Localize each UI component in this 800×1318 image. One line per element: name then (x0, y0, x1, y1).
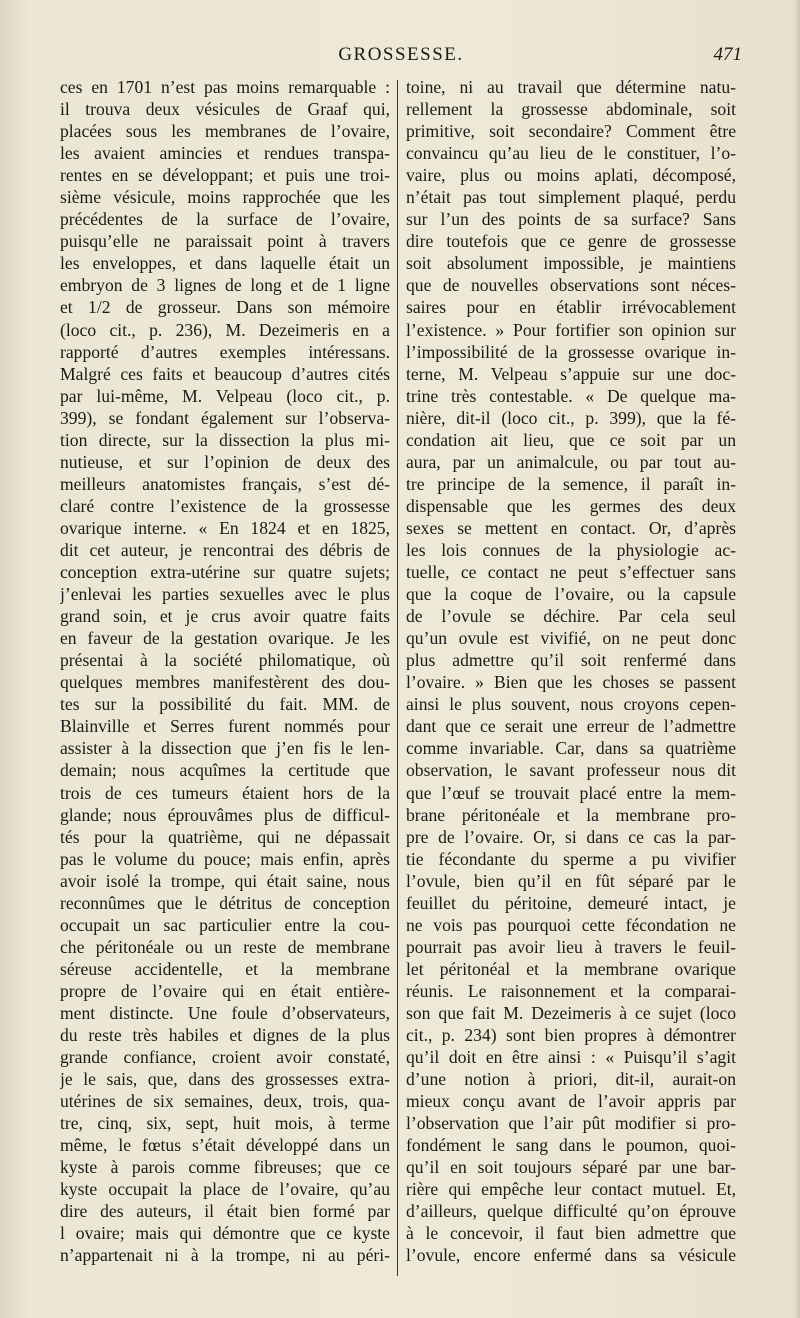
text-line: dit cet auteur, je rencontrai des débris de (60, 539, 390, 560)
text-line: occupait un sac particulier entre la cou- (60, 914, 390, 935)
running-title: GROSSESSE. (338, 44, 464, 65)
text-line: ovarique interne. « En 1824 et en 1825, (60, 517, 390, 538)
text-line: dispensable que les germes des deux (406, 495, 736, 516)
text-line: et 1/2 de grosseur. Dans son mémoire (60, 297, 390, 318)
text-line: aura, par un animalcule, ou par tout au- (406, 451, 736, 472)
text-line: embryon de 3 lignes de long et de 1 ligne (60, 275, 390, 296)
text-line: réunis. Le raisonnement et la comparai- (406, 980, 736, 1001)
text-line: let péritonéal et la membrane ovarique (406, 958, 736, 979)
text-line: dire toutefois que ce genre de grossesse (406, 231, 736, 252)
text-line: ment distincte. Une foule d’observateurs, (60, 1002, 390, 1023)
text-line: assister à la dissection que j’en fis le len- (60, 738, 390, 759)
text-line: sexes se mettent en contact. Or, d’après (406, 517, 736, 538)
text-line: son que fait M. Dezeimeris à ce sujet (loco (406, 1002, 736, 1023)
text-line: reconnûmes que le détritus de conception (60, 892, 390, 913)
text-line: kyste à parois comme fibreuses; que ce (60, 1157, 390, 1178)
text-line: en faveur de la gestation ovarique. Je les (60, 628, 390, 649)
text-line: quelques membres manifestèrent des dou- (60, 672, 390, 693)
text-line: pas le volume du pouce; mais enfin, après (60, 848, 390, 869)
text-line: l’ovaire. » Bien que les choses se passent (406, 672, 736, 693)
text-line: utérines de six semaines, deux, trois, qua- (60, 1091, 390, 1112)
text-line: qu’il doit en être ainsi : « Puisqu’il s’agit (406, 1047, 736, 1068)
text-line: rapporté d’autres exemples intéressans. (60, 341, 390, 362)
text-line: qu’un ovule est vivifié, on ne peut donc (406, 628, 736, 649)
text-line: tes sur la possibilité du fait. MM. de (60, 694, 390, 715)
left-column (60, 76, 390, 1267)
page-edge-shadow (794, 0, 800, 1318)
text-line: précédentes de la surface de l’ovaire, (60, 209, 390, 230)
text-line: claré contre l’existence de la grossesse (60, 495, 390, 516)
text-line: puisqu’elle ne paraissait point à travers (60, 231, 390, 252)
text-line: che péritonéale ou un reste de membrane (60, 936, 390, 957)
text-line: grand soin, et je crus avoir quatre faits (60, 606, 390, 627)
text-line: conception extra-utérine sur quatre sujets; (60, 562, 390, 583)
text-line: qu’il en soit toujours séparé par une bar- (406, 1157, 736, 1178)
text-line: de l’ovule se déchire. Par cela seul (406, 606, 736, 627)
text-line: que l’œuf se trouvait placé entre la mem- (406, 782, 736, 803)
text-line: l ovaire; mais qui démontre que ce kyste (60, 1223, 390, 1244)
text-line: dire des auteurs, il était bien formé par (60, 1201, 390, 1222)
text-line: toine, ni au travail que détermine natu- (406, 77, 736, 97)
text-line: fondément le sang dans le poumon, quoi- (406, 1135, 736, 1156)
text-line: n’appartenait ni à la trompe, ni au péri- (60, 1245, 390, 1266)
text-line: pre de l’ovaire. Or, si dans ce cas la par- (406, 826, 736, 847)
text-line: avoir isolé la trompe, qui était saine, nous (60, 870, 390, 891)
text-line: sième vésicule, moins rapprochée que les (60, 187, 390, 208)
text-line: du reste très habiles et dignes de la plus (60, 1025, 390, 1046)
text-line: tuelle, ce contact ne peut s’effectuer sans (406, 562, 736, 583)
text-line: tion directe, sur la dissection la plus mi- (60, 429, 390, 450)
text-line: l’impossibilité de la grossesse ovarique in- (406, 341, 736, 362)
text-line: feuillet du péritoine, demeuré intact, je (406, 892, 736, 913)
text-line: dant que ce serait une erreur de l’admettre (406, 716, 736, 737)
text-line: l’observation que l’air pût modifier si pro- (406, 1113, 736, 1134)
text-line: l’ovule, encore enfermé dans sa vésicule (406, 1245, 736, 1266)
text-line: présentai à la société philomatique, où (60, 650, 390, 671)
right-column (406, 76, 736, 1267)
text-line: rentes en se développant; et puis une troi- (60, 165, 390, 186)
page-number: 471 (713, 44, 742, 65)
text-line: vaire, plus ou moins aplati, décomposé, (406, 165, 736, 186)
text-line: ces en 1701 n’est pas moins remarquable : (60, 77, 390, 97)
text-line: meilleurs anatomistes français, s’est dé- (60, 473, 390, 494)
text-line: même, le fœtus s’était développé dans un (60, 1135, 390, 1156)
text-line: sur l’un des points de sa surface? Sans (406, 209, 736, 230)
text-line: grande confiance, croient avoir constaté, (60, 1047, 390, 1068)
text-line: rellement la grossesse abdominale, soit (406, 99, 736, 120)
text-line: les avaient amincies et rendues transpa- (60, 143, 390, 164)
text-line: comme invariable. Car, dans sa quatrième (406, 738, 736, 759)
text-line: d’une notion à priori, dit-il, aurait-on (406, 1069, 736, 1090)
text-line: que de nouvelles observations sont néces- (406, 275, 736, 296)
text-line: convaincu qu’au lieu de le constituer, l’o- (406, 143, 736, 164)
text-line: les enveloppes, et dans laquelle était un (60, 253, 390, 274)
text-line: observation, le savant professeur nous dit (406, 760, 736, 781)
text-line: brane péritonéale et la membrane pro- (406, 804, 736, 825)
text-line: ainsi le plus souvent, nous croyons cepen- (406, 694, 736, 715)
text-line: nutieuse, et sur l’opinion de deux des (60, 451, 390, 472)
text-line: tés pour la quatrième, qui ne dépassait (60, 826, 390, 847)
text-line: ne vois pas pourquoi cette fécondation ne (406, 914, 736, 935)
text-line: tre, cinq, six, sept, huit mois, à terme (60, 1113, 390, 1134)
text-line: d’ailleurs, quelque difficulté qu’on éprouve (406, 1201, 736, 1222)
text-line: Malgré ces faits et beaucoup d’autres cités (60, 363, 390, 384)
text-line: (loco cit., p. 236), M. Dezeimeris en a (60, 319, 390, 340)
text-line: pourrait pas avoir lieu à travers le feuil- (406, 936, 736, 957)
text-line: séreuse accidentelle, et la membrane (60, 958, 390, 979)
running-head (60, 44, 742, 72)
text-line: mieux conçu avant de l’avoir appris par (406, 1091, 736, 1112)
text-line: j’enlevai les parties sexuelles avec le plus (60, 584, 390, 605)
text-line: demain; nous acquîmes la certitude que (60, 760, 390, 781)
text-line: trine très contestable. « De quelque ma- (406, 385, 736, 406)
text-line: nière, dit-il (loco cit., p. 399), que la fé- (406, 407, 736, 428)
text-line: condation ait lieu, que ce soit par un (406, 429, 736, 450)
text-line: trois de ces tumeurs étaient hors de la (60, 782, 390, 803)
text-line: n’était pas tout simplement plaqué, perdu (406, 187, 736, 208)
text-line: propre de l’ovaire qui en était entière- (60, 980, 390, 1001)
text-line: terne, M. Velpeau s’appuie sur une doc- (406, 363, 736, 384)
text-line: tie fécondante du sperme a pu vivifier (406, 848, 736, 869)
text-line: 399), se fondant également sur l’observa- (60, 407, 390, 428)
text-line: kyste occupait la place de l’ovaire, qu’au (60, 1179, 390, 1200)
text-line: par lui-même, M. Velpeau (loco cit., p. (60, 385, 390, 406)
text-line: saires pour en établir irrévocablement (406, 297, 736, 318)
text-line: je le sais, que, dans des grossesses extra- (60, 1069, 390, 1090)
text-line: que la coque de l’ovaire, ou la capsule (406, 584, 736, 605)
column-divider (397, 80, 398, 1276)
text-line: glande; nous éprouvâmes plus de difficul- (60, 804, 390, 825)
text-line: placées sous les membranes de l’ovaire, (60, 121, 390, 142)
text-line: l’existence. » Pour fortifier son opinion sur (406, 319, 736, 340)
text-line: les lois connues de la physiologie ac- (406, 539, 736, 560)
text-line: il trouva deux vésicules de Graaf qui, (60, 99, 390, 120)
text-line: à le concevoir, il faut bien admettre que (406, 1223, 736, 1244)
text-line: Blainville et Serres furent nommés pour (60, 716, 390, 737)
text-line: plus admettre qu’il soit renfermé dans (406, 650, 736, 671)
text-line: tre principe de la semence, il paraît in- (406, 473, 736, 494)
text-line: primitive, soit secondaire? Comment être (406, 121, 736, 142)
text-line: rière qui empêche leur contact mutuel. Et, (406, 1179, 736, 1200)
text-line: cit., p. 234) sont bien propres à démontrer (406, 1025, 736, 1046)
text-line: soit absolument impossible, je maintiens (406, 253, 736, 274)
text-line: l’ovule, bien qu’il en fût séparé par le (406, 870, 736, 891)
